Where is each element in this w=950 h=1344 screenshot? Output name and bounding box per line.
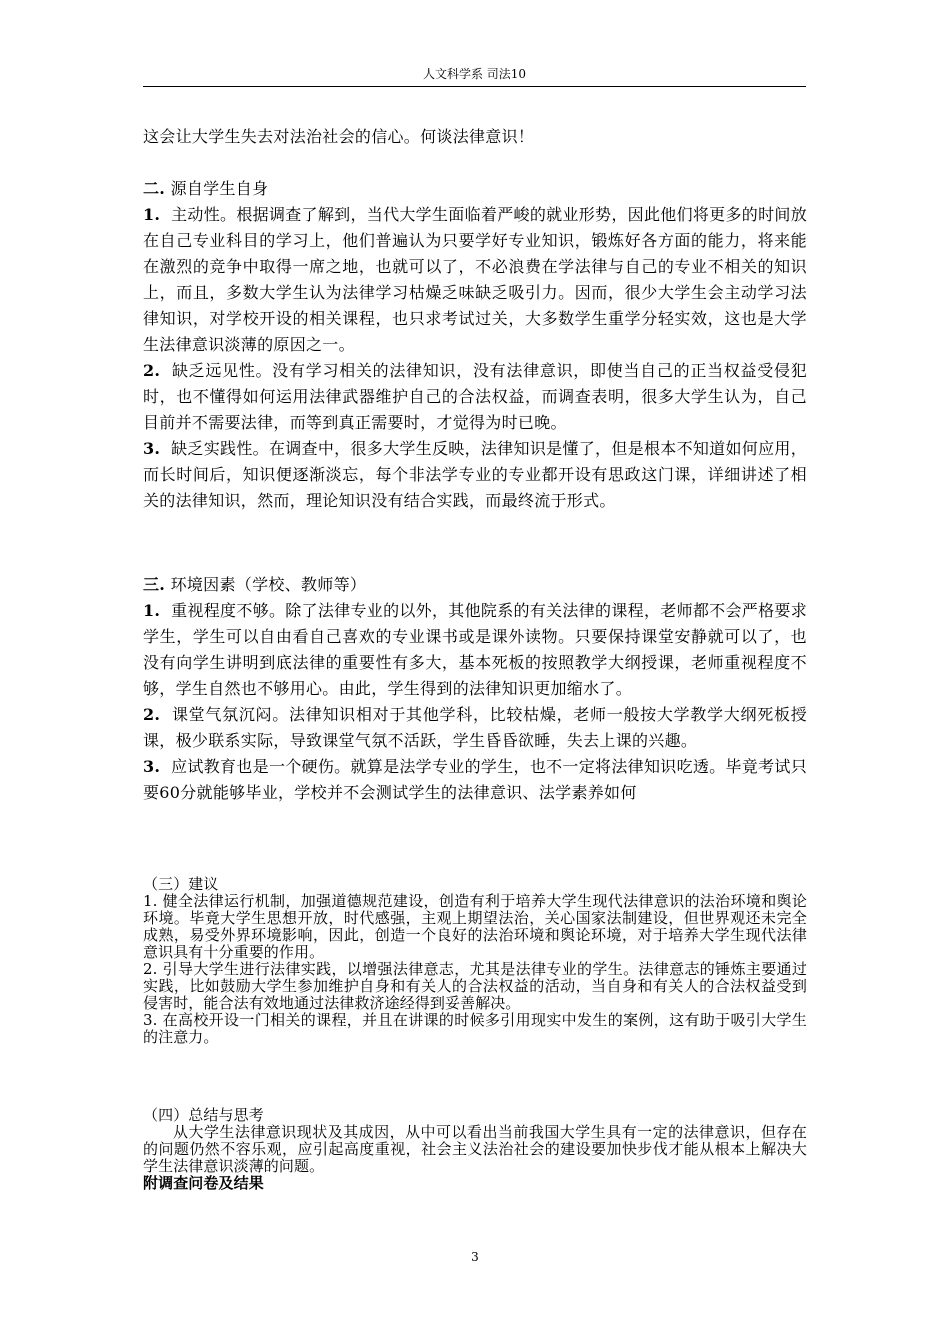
intro-block	[143, 124, 807, 150]
section-2	[143, 176, 807, 514]
section-2-item-3	[143, 436, 807, 514]
item-number: 3.	[143, 757, 161, 776]
conclusion-heading: （四）总结与思考	[143, 1106, 264, 1124]
item-text: 缺乏实践性。在调查中，很多大学生反映，法律知识是懂了，但是根本不知道如何应用，而长时间后，知识便逐渐淡忘，每个非法学专业的专业都开设有思政这门课，详细讲述了相关的法律知识，然而，理论知识没有结合实践，而最终流于形式。	[143, 439, 808, 510]
item-number: 2.	[143, 361, 161, 380]
section-3-heading	[143, 572, 807, 598]
suggestions-section	[143, 876, 807, 1046]
section-2-heading-num: 二.	[143, 179, 166, 198]
page-number: 3	[471, 1250, 479, 1264]
suggestion-item-3: 3. 在高校开设一门相关的课程，并且在讲课的时候多引用现实中发生的案例，这有助于吸引大学生的注意力。	[143, 1011, 807, 1046]
section-3-item-1	[143, 598, 807, 702]
section-2-heading-text: 源自学生自身	[170, 179, 269, 198]
item-number: 2.	[143, 705, 161, 724]
section-3-heading-num: 三.	[143, 575, 166, 594]
item-text: 缺乏远见性。没有学习相关的法律知识，没有法律意识，即使当自己的正当权益受侵犯时，也不懂得如何运用法律武器维护自己的合法权益，而调查表明，很多大学生认为，自己目前并不需要法律，而等到真正需要时，才觉得为时已晚。	[143, 361, 807, 432]
conclusion-text: 从大学生法律意识现状及其成因，从中可以看出当前我国大学生具有一定的法律意识，但存在的问题仍然不容乐观，应引起高度重视，社会主义法治社会的建设要加快步伐才能从根本上解决大学生法律意识淡薄的问题。	[143, 1123, 807, 1175]
item-text: 重视程度不够。除了法律专业的以外，其他院系的有关法律的课程，老师都不会严格要求学生，学生可以自由看自己喜欢的专业课书或是课外读物。只要保持课堂安静就可以了，也没有向学生讲明到底法律的重要性有多大，基本死板的按照教学大纲授课，老师重视程度不够，学生自然也不够用心。由此，学生得到的法律知识更加缩水了。	[143, 601, 808, 698]
page-header: 人文科学系 司法10	[422, 67, 527, 81]
section-2-item-1	[143, 202, 807, 358]
suggestion-item-2: 2. 引导大学生进行法律实践，以增强法律意志，尤其是法律专业的学生。法律意志的锤炼主要通过实践，比如鼓励大学生参加维护自身和有关人的合法权益的活动，当自身和有关人的合法权益受到侵害时，能合法有效地通过法律救济途经得到妥善解决。	[143, 960, 807, 1012]
item-text: 应试教育也是一个硬伤。就算是法学专业的学生，也不一定将法律知识吃透。毕竟考试只要60分就能够毕业，学校并不会测试学生的法律意识、法学素养如何	[143, 757, 808, 802]
section-3-heading-text: 环境因素（学校、教师等）	[170, 575, 367, 594]
section-2-heading	[143, 176, 807, 202]
appendix-title: 附调查问卷及结果	[143, 1174, 264, 1192]
intro-line: 这会让大学生失去对法治社会的信心。何谈法律意识！	[143, 127, 535, 146]
item-text: 主动性。根据调查了解到，当代大学生面临着严峻的就业形势，因此他们将更多的时间放在自己专业科目的学习上，他们普遍认为只要学好专业知识，锻炼好各方面的能力，将来能在激烈的竞争中取得一席之地，也就可以了，不必浪费在学法律与自己的专业不相关的知识上，而且，多数大学生认为法律学习枯燥乏味缺乏吸引力。因而，很少大学生会主动学习法律知识，对学校开设的相关课程，也只求考试过关，大多数学生重学分轻实效，这也是大学生法律意识淡薄的原因之一。	[143, 205, 808, 354]
item-text: 课堂气氛沉闷。法律知识相对于其他学科，比较枯燥，老师一般按大学教学大纲死板授课，极少联系实际，导致课堂气氛不活跃，学生昏昏欲睡，失去上课的兴趣。	[143, 705, 807, 750]
section-2-item-2	[143, 358, 807, 436]
conclusion-section	[143, 1107, 807, 1192]
header-rule	[143, 86, 806, 87]
section-3-item-3	[143, 754, 807, 806]
suggestions-heading: （三）建议	[143, 875, 219, 893]
section-3	[143, 572, 807, 806]
section-3-item-2	[143, 702, 807, 754]
item-number: 3.	[143, 439, 161, 458]
suggestion-item-1: 1. 健全法律运行机制，加强道德规范建设，创造有利于培养大学生现代法律意识的法治环境和舆论环境。毕竟大学生思想开放，时代感强，主观上期望法治，关心国家法制建设，但世界观还未完全成熟，易受外界环境影响，因此，创造一个良好的法治环境和舆论环境，对于培养大学生现代法律意识具有十分重要的作用。	[143, 892, 807, 961]
item-number: 1.	[143, 205, 161, 224]
item-number: 1.	[143, 601, 161, 620]
